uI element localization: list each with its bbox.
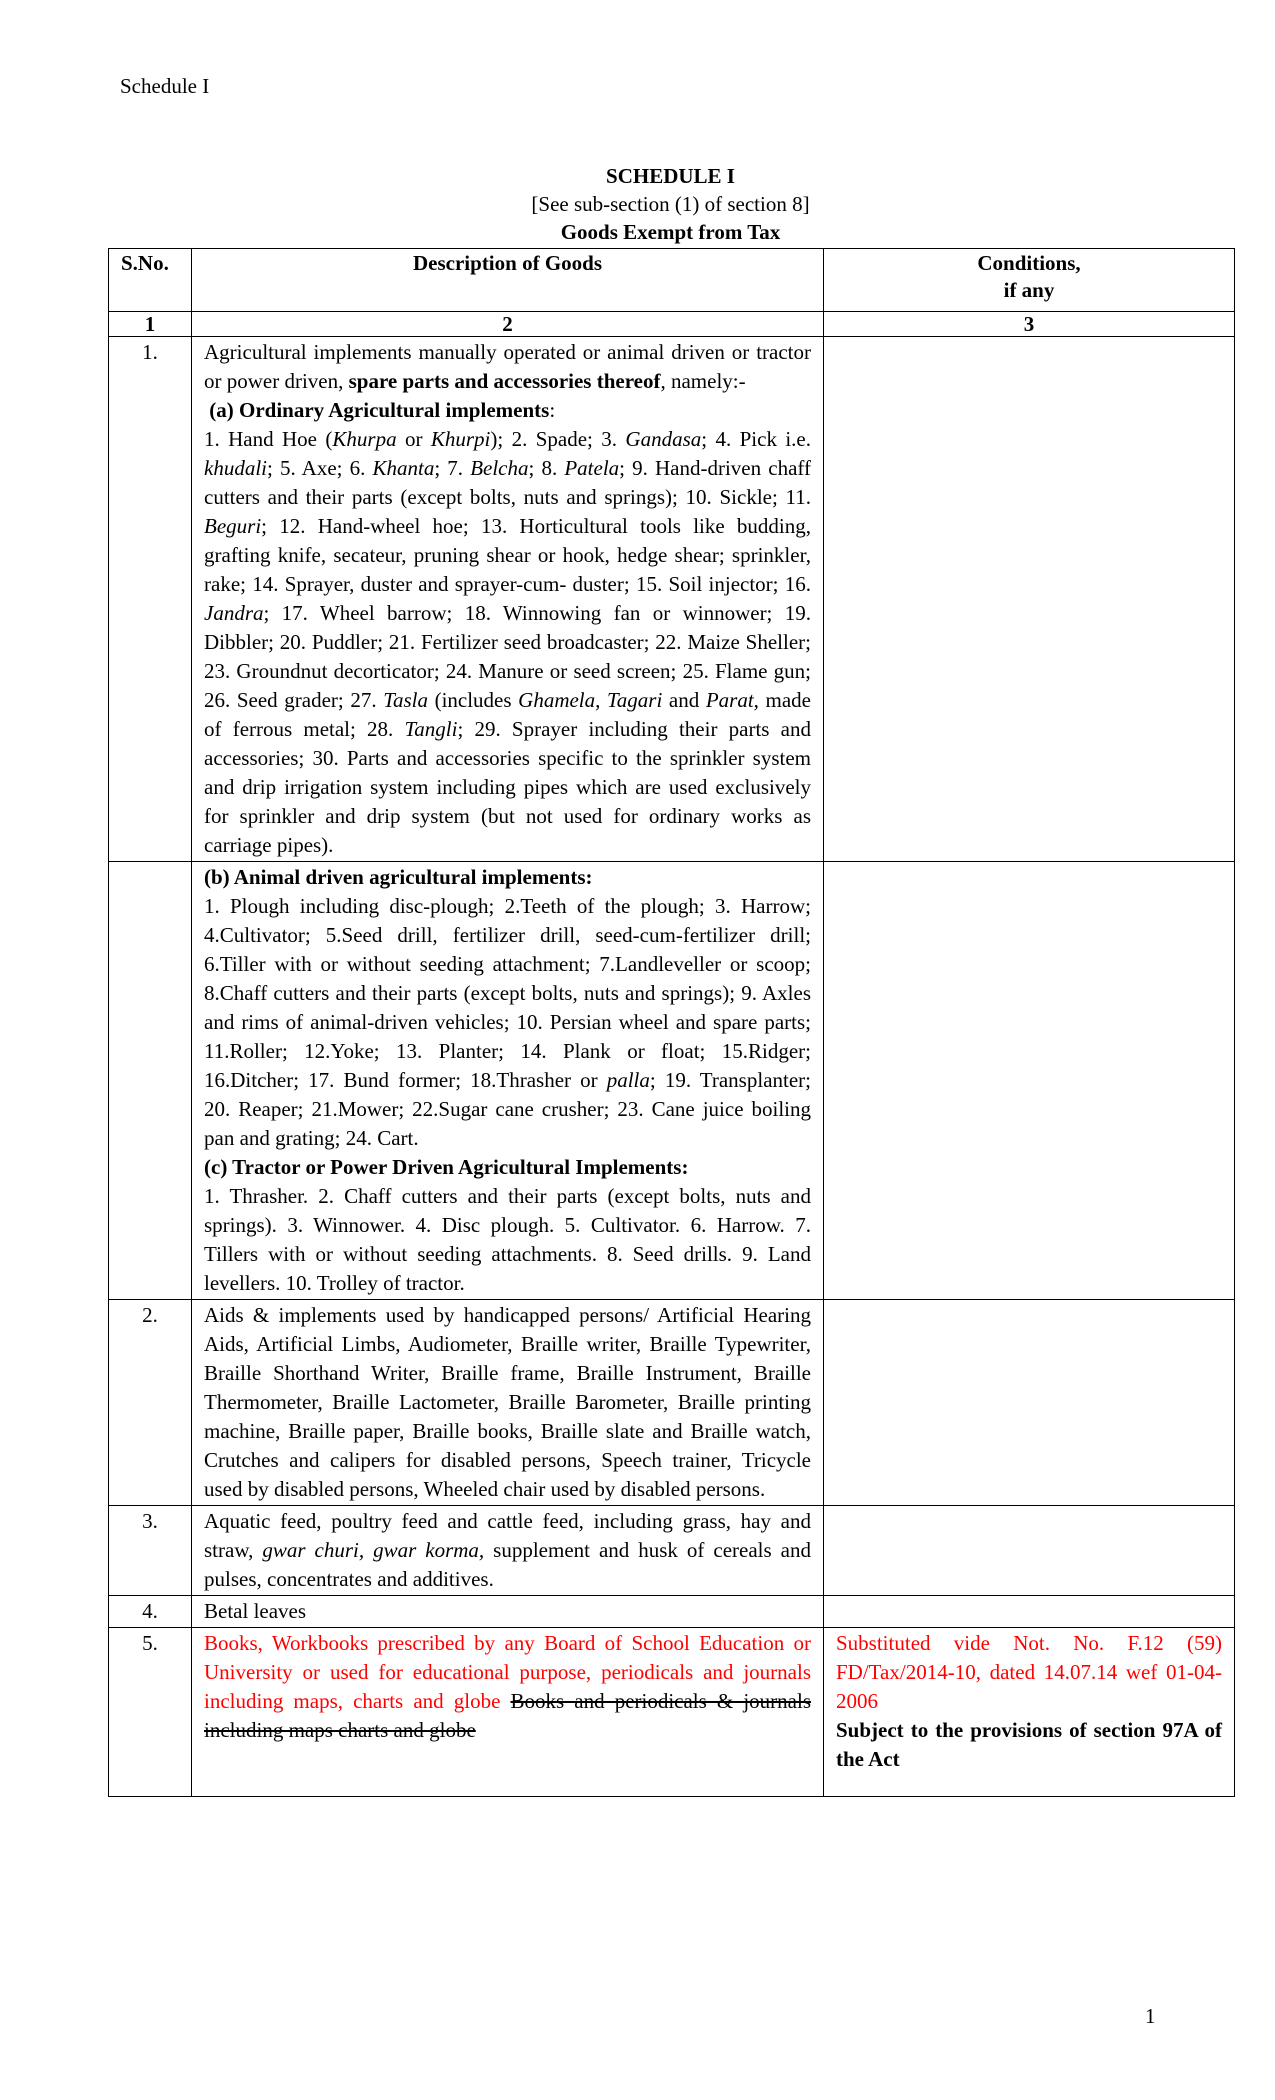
row-conditions-empty [824,862,1235,1300]
implement-name-italic: Tasla [383,688,428,712]
implement-list-text: ); 2. Spade; 3. [490,427,626,451]
column-header-conditions [824,249,1235,312]
conditions-header-line2: if any [1003,278,1055,302]
column-header-description: Description of Goods [192,249,824,312]
column-number-row [109,312,1235,337]
implement-name-italic: Khanta [372,456,435,480]
subheading-b: (b) Animal driven agricultural implements: [204,865,593,889]
conditions-header-line1: Conditions, [977,251,1081,275]
row-sno-empty [109,862,192,1300]
column-number-2: 2 [192,312,824,337]
implement-list-text: ; 5. Axe; 6. [267,456,373,480]
schedule-heading: Goods Exempt from Tax [560,220,781,244]
implement-name-italic: Khurpa [332,427,397,451]
animal-driven-list-end: ; 19. Transplanter; 20. Reaper; 21.Mower; 22.Sugar cane crusher; 23. Cane juice boiling pan and grating; 24. Cart. [204,1068,811,1150]
implement-list-text: , made of ferrous metal; 28. [204,688,811,741]
row-sno: 4. [109,1596,192,1628]
table-row [109,862,1235,1300]
implement-list-text: ; 7. [434,456,471,480]
ordinary-implements-list [204,427,811,857]
page-number: 1 [1145,2004,1156,2028]
row-conditions [824,1506,1235,1596]
row-description [192,1628,824,1797]
item-intro: Agricultural implements manually operated or animal driven or tractor or power driven, [204,340,811,393]
feed-desc-italic: gwar churi, gwar korma, [262,1538,485,1562]
implement-list-text: ; 9. Hand-driven chaff cutters and their parts (except bolts, nuts and springs); 10. Sickle; 11. [204,456,812,509]
running-header: Schedule I [120,74,210,98]
implement-list-text: ; 29. Sprayer including their parts and accessories; 30. Parts and accessories specific to the sprinkler system and drip irrigation system including pipes which are used exclusively for sprinkler and drip system (but not used for ordinary works as carriage pipes). [204,717,811,857]
row-sno: 3. [109,1506,192,1596]
implement-name-italic: Patela [564,456,620,480]
row-conditions [824,1300,1235,1506]
feed-desc-end: supplement and husk of cereals and pulses, concentrates and additives. [204,1538,811,1591]
implement-name-italic: Beguri [204,514,262,538]
column-number-3: 3 [824,312,1235,337]
row-description [192,862,824,1300]
column-number-1: 1 [109,312,192,337]
table-row [109,337,1235,862]
document-titles [108,162,1233,246]
section-reference: [See sub-section (1) of section 8] [531,192,810,216]
item-intro-bold: spare parts and accessories thereof [348,369,661,393]
column-header-sno: S.No. [109,249,192,312]
implement-list-text: or [396,427,431,451]
implement-list-text: (includes [427,688,519,712]
implement-list-text: 1. Hand Hoe ( [204,427,333,451]
implement-name-italic: khudali [204,456,267,480]
schedule-title: SCHEDULE I [606,164,735,188]
table-row [109,1628,1235,1797]
row-conditions [824,1596,1235,1628]
implement-name-italic: Khurpi [430,427,491,451]
row-conditions [824,337,1235,862]
subheading-a: (a) Ordinary Agricultural implements [209,398,550,422]
implement-list-text: and [662,688,706,712]
implement-name-italic: Tangli [404,717,458,741]
implement-name-italic: Gandasa [625,427,702,451]
subheading-a-colon: : [549,398,556,422]
table-row [109,1596,1235,1628]
row-description: Betal leaves [192,1596,824,1628]
row-description [192,1506,824,1596]
table-row [109,1506,1235,1596]
amended-description: Books, Workbooks prescribed by any Board of School Education or University or used for educational purpose, periodicals and journals including maps, charts and globe [204,1631,811,1713]
table-header-row [109,249,1235,312]
implement-list-text: ; 8. [528,456,565,480]
animal-driven-italic: palla [606,1068,650,1092]
implement-name-italic: Parat [705,688,754,712]
table-row [109,1300,1235,1506]
row-sno: 2. [109,1300,192,1506]
row-sno: 1. [109,337,192,862]
implement-name-italic: Belcha [470,456,529,480]
implement-name-italic: Ghamela [518,688,596,712]
implement-list-text: , [595,688,608,712]
struck-description: Books and periodicals & journals including maps charts and globe [204,1689,811,1742]
goods-exempt-table [108,248,1235,1797]
implement-name-italic: Tagari [607,688,663,712]
subheading-c: (c) Tractor or Power Driven Agricultural Implements: [204,1155,689,1179]
implement-list-text: ; 17. Wheel barrow; 18. Winnowing fan or winnower; 19. Dibbler; 20. Puddler; 21. Fertilizer seed broadcaster; 22. Maize Sheller; 23. Groundnut decorticator; 24. Manure or seed screen; 25. Flame gun; 26. Seed grader; 27. [204,601,811,712]
animal-driven-list: 1. Plough including disc-plough; 2.Teeth of the plough; 3. Harrow; 4.Cultivator; 5.Seed drill, fertilizer drill, seed-cum-fertilizer drill; 6.Tiller with or without seeding attachment; 7.Landleveller or scoop; 8.Chaff cutters and their parts (except bolts, nuts and springs); 9. Axles and rims of animal-driven vehicles; 10. Persian wheel and spare parts; 11.Roller; 12.Yoke; 13. Planter; 14. Plank or float; 15.Ridger; 16.Ditcher; 17. Bund former; 18.Thrasher or [204,894,811,1092]
row-description: Aids & implements used by handicapped persons/ Artificial Hearing Aids, Artificial Limbs, Audiometer, Braille writer, Braille Typewriter, Braille Shorthand Writer, Braille frame, Braille Instrument, Braille Thermometer, Braille Lactometer, Braille Barometer, Braille printing machine, Braille paper, Braille books, Braille slate and Braille watch, Crutches and calipers for disabled persons, Speech trainer, Tricycle used by disabled persons, Wheeled chair used by disabled persons. [192,1300,824,1506]
substitution-note: Substituted vide Not. No. F.12 (59) FD/Tax/2014-10, dated 14.07.14 wef 01-04-2006 [836,1631,1222,1713]
condition-text: Subject to the provisions of section 97A of the Act [836,1718,1222,1771]
row-description [192,337,824,862]
tractor-driven-list: 1. Thrasher. 2. Chaff cutters and their parts (except bolts, nuts and springs). 3. Winnower. 4. Disc plough. 5. Cultivator. 6. Harrow. 7. Tillers with or without seeding attachments. 8. Seed drills. 9. Land levellers. 10. Trolley of tractor. [204,1184,811,1295]
row-sno: 5. [109,1628,192,1797]
implement-list-text: ; 12. Hand-wheel hoe; 13. Horticultural tools like budding, grafting knife, secateur, pruning shear or hook, hedge shear; sprinkler, rake; 14. Sprayer, duster and sprayer-cum- duster; 15. Soil injector; 16. [204,514,811,596]
implement-list-text: ; 4. Pick i.e. [701,427,812,451]
feed-desc: Aquatic feed, poultry feed and cattle feed, including grass, hay and straw, [204,1509,811,1562]
implement-name-italic: Jandra [204,601,264,625]
item-intro-end: , namely:- [660,369,746,393]
row-conditions [824,1628,1235,1797]
